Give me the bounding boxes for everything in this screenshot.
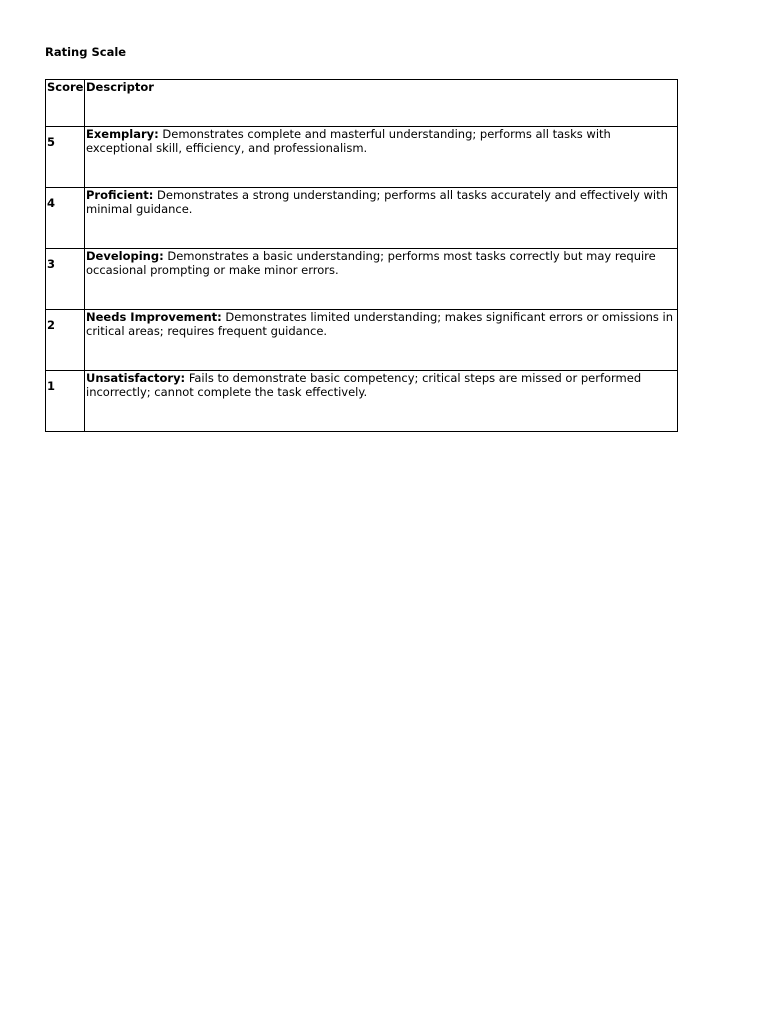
descriptor-cell [85, 127, 678, 188]
table-row [46, 188, 678, 249]
score-column-header: Score [46, 80, 85, 127]
score-cell: 2 [46, 310, 85, 371]
rating-scale-table [45, 79, 678, 432]
descriptor-cell [85, 188, 678, 249]
descriptor-cell [85, 249, 678, 310]
descriptor-text: Demonstrates limited understanding; makes significant errors or omissions in critical areas; requires frequent guidance. [86, 310, 674, 338]
table-row [46, 371, 678, 432]
score-cell: 5 [46, 127, 85, 188]
descriptor-text: Demonstrates complete and masterful understanding; performs all tasks with exceptional skill, efficiency, and professionalism. [86, 127, 611, 155]
score-cell: 1 [46, 371, 85, 432]
level-name: Exemplary: [86, 127, 159, 141]
score-cell: 4 [46, 188, 85, 249]
descriptor-column-header: Descriptor [85, 80, 678, 127]
table-row [46, 249, 678, 310]
level-name: Proficient: [86, 188, 154, 202]
page-title: Rating Scale [45, 45, 127, 59]
descriptor-cell [85, 310, 678, 371]
descriptor-text: Demonstrates a basic understanding; performs most tasks correctly but may require occasional prompting or make minor errors. [86, 249, 656, 277]
descriptor-text: Demonstrates a strong understanding; performs all tasks accurately and effectively with minimal guidance. [86, 188, 668, 216]
level-name: Needs Improvement: [86, 310, 222, 324]
table-header-row [46, 80, 678, 127]
table-row [46, 127, 678, 188]
level-name: Unsatisfactory: [86, 371, 186, 385]
table-row [46, 310, 678, 371]
level-name: Developing: [86, 249, 164, 263]
score-cell: 3 [46, 249, 85, 310]
descriptor-cell [85, 371, 678, 432]
descriptor-text: Fails to demonstrate basic competency; critical steps are missed or performed incorrectly; cannot complete the task effectively. [86, 371, 642, 399]
